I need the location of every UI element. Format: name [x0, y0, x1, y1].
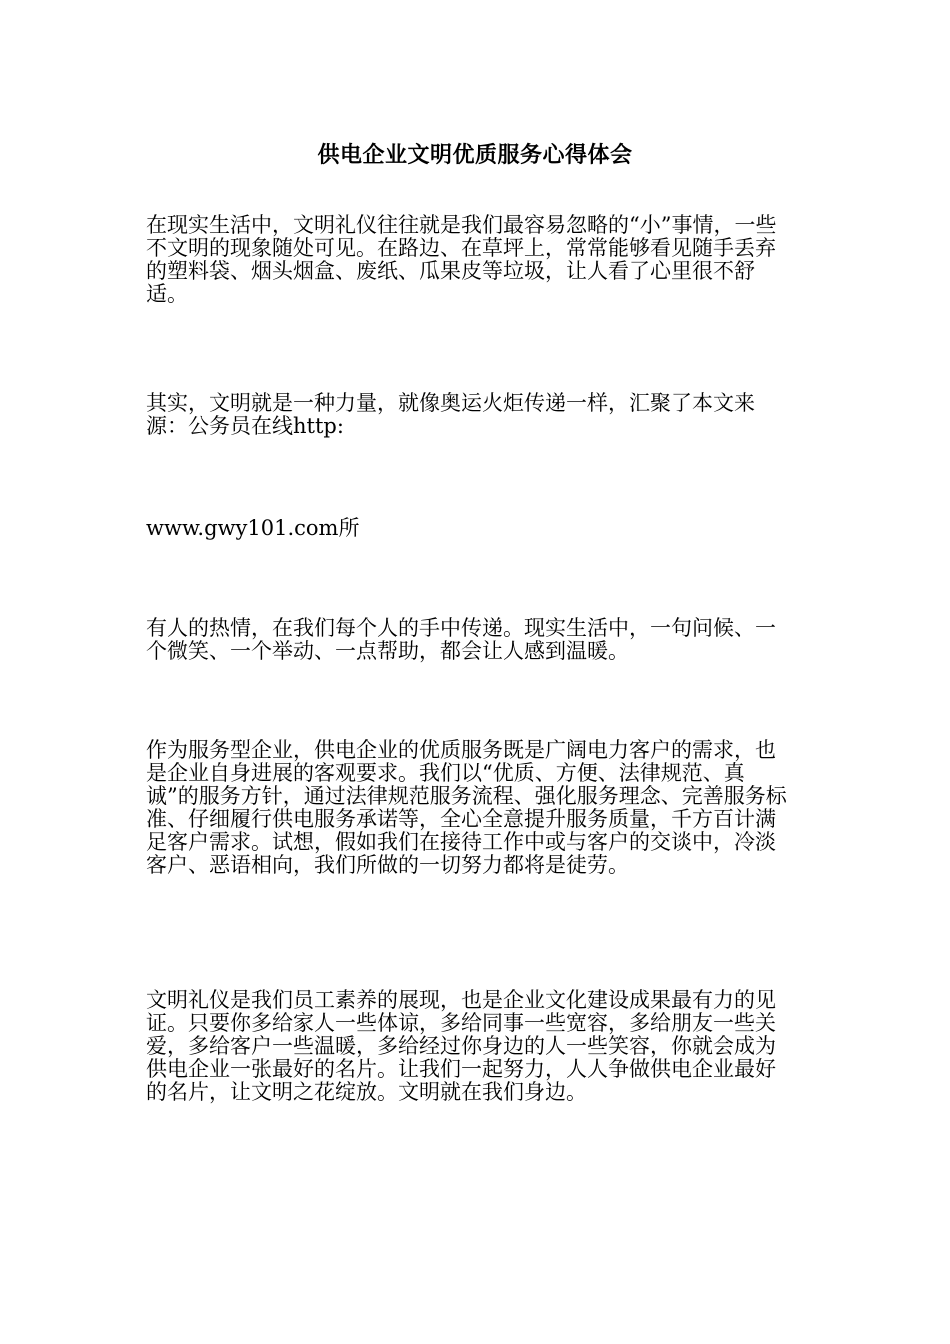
document-title: 供电企业文明优质服务心得体会 — [317, 142, 633, 168]
paragraph-3: www.gwy101.com所 — [146, 516, 360, 540]
paragraph-5: 作为服务型企业，供电企业的优质服务既是广阔电力客户的需求，也是企业自身进展的客观要求。我们以“优质、方便、法律规范、真诚”的服务方针，通过法律规范服务流程、强化服务理念、完善服务标准、仔细履行供电服务承诺等，全心全意提升服务质量，千方百计满足客户需求。试想，假如我们在接待工作中或与客户的交谈中，冷淡客户、恶语相向，我们所做的一切努力都将是徒劳。 — [146, 738, 787, 877]
paragraph-4: 有人的热情，在我们每个人的手中传递。现实生活中，一句问候、一个微笑、一个举动、一点帮助，都会让人感到温暖。 — [146, 616, 776, 663]
paragraph-2: 其实，文明就是一种力量，就像奥运火炬传递一样，汇聚了本文来源：公务员在线http: — [146, 391, 755, 438]
paragraph-6: 文明礼仪是我们员工素养的展现，也是企业文化建设成果最有力的见证。只要你多给家人一些体谅，多给同事一些宽容，多给朋友一些关爱，多给客户一些温暖，多给经过你身边的人一些笑容，你就会成为供电企业一张最好的名片。让我们一起努力，人人争做供电企业最好的名片，让文明之花绽放。文明就在我们身边。 — [146, 988, 776, 1104]
paragraph-1: 在现实生活中，文明礼仪往往就是我们最容易忽略的“小”事情，一些不文明的现象随处可见。在路边、在草坪上，常常能够看见随手丢弃的塑料袋、烟头烟盒、废纸、瓜果皮等垃圾，让人看了心里很不舒适。 — [146, 213, 777, 306]
